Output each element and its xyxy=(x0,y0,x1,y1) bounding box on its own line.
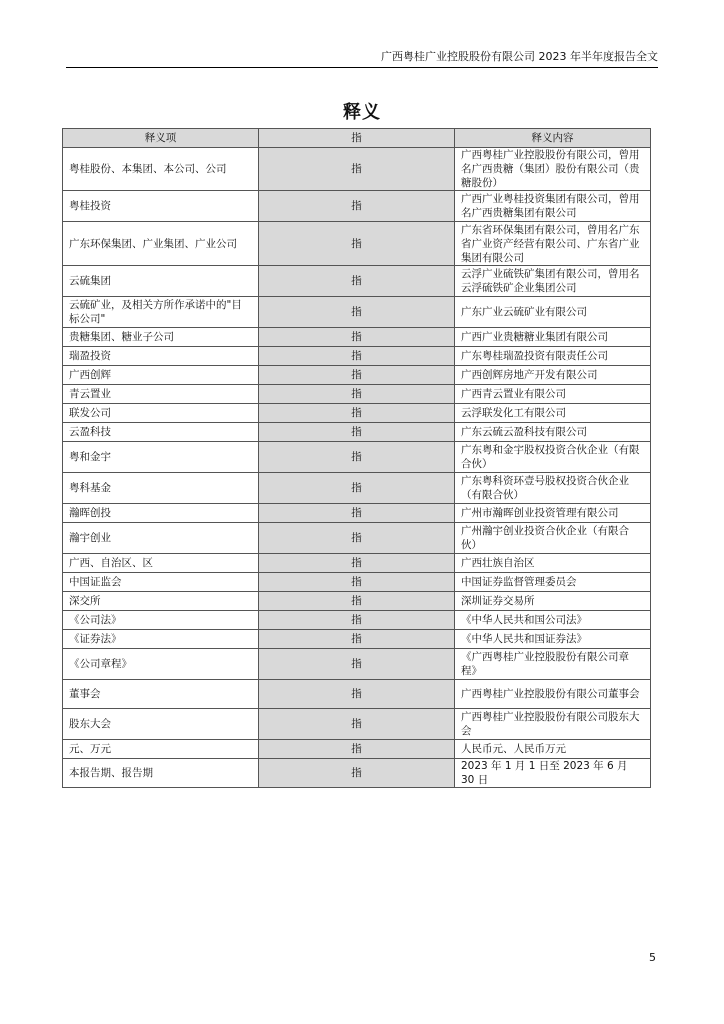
definition-meaning: 《中华人民共和国证券法》 xyxy=(455,630,651,649)
definition-ref: 指 xyxy=(259,759,455,788)
table-row xyxy=(63,473,651,504)
definition-term: 本报告期、报告期 xyxy=(63,759,259,788)
definition-meaning: 广州市瀚晖创业投资管理有限公司 xyxy=(455,504,651,523)
definition-ref: 指 xyxy=(259,649,455,680)
definition-meaning: 广东粤桂瑞盈投资有限责任公司 xyxy=(455,347,651,366)
definition-meaning: 2023 年 1 月 1 日至 2023 年 6 月 30 日 xyxy=(455,759,651,788)
definition-ref: 指 xyxy=(259,297,455,328)
definition-term: 云硫集团 xyxy=(63,266,259,297)
table-row xyxy=(63,297,651,328)
definition-meaning: 广西粤桂广业控股股份有限公司股东大会 xyxy=(455,709,651,740)
definition-ref: 指 xyxy=(259,473,455,504)
definition-ref: 指 xyxy=(259,328,455,347)
definition-term: 联发公司 xyxy=(63,404,259,423)
header-divider xyxy=(66,67,658,68)
definition-meaning: 云浮联发化工有限公司 xyxy=(455,404,651,423)
table-row xyxy=(63,385,651,404)
table-header-row xyxy=(63,129,651,148)
definition-ref: 指 xyxy=(259,573,455,592)
definition-meaning: 广西广业粤桂投资集团有限公司，曾用名广西贵糖集团有限公司 xyxy=(455,191,651,222)
definition-ref: 指 xyxy=(259,740,455,759)
definition-ref: 指 xyxy=(259,423,455,442)
table-row xyxy=(63,423,651,442)
definition-meaning: 中国证券监督管理委员会 xyxy=(455,573,651,592)
page-number: 5 xyxy=(649,951,656,964)
definition-ref: 指 xyxy=(259,148,455,191)
definition-meaning: 广西青云置业有限公司 xyxy=(455,385,651,404)
definition-ref: 指 xyxy=(259,191,455,222)
page-title: 释义 xyxy=(343,102,381,123)
table-row xyxy=(63,680,651,709)
definitions-body xyxy=(63,148,651,788)
definition-term: 瀚宇创业 xyxy=(63,523,259,554)
definition-term: 粤科基金 xyxy=(63,473,259,504)
table-row xyxy=(63,611,651,630)
table-row xyxy=(63,649,651,680)
header-meaning: 释义内容 xyxy=(455,129,651,148)
definition-ref: 指 xyxy=(259,680,455,709)
table-row xyxy=(63,759,651,788)
definition-term: 元、万元 xyxy=(63,740,259,759)
table-row xyxy=(63,328,651,347)
definition-ref: 指 xyxy=(259,404,455,423)
definition-term: 粤和金宇 xyxy=(63,442,259,473)
definition-ref: 指 xyxy=(259,385,455,404)
definition-ref: 指 xyxy=(259,222,455,266)
definition-meaning: 人民币元、人民币万元 xyxy=(455,740,651,759)
definition-meaning: 广西粤桂广业控股股份有限公司董事会 xyxy=(455,680,651,709)
definition-term: 粤桂股份、本集团、本公司、公司 xyxy=(63,148,259,191)
definition-term: 《公司法》 xyxy=(63,611,259,630)
definition-term: 云盈科技 xyxy=(63,423,259,442)
header-ref: 指 xyxy=(259,129,455,148)
definition-term: 瑞盈投资 xyxy=(63,347,259,366)
definition-ref: 指 xyxy=(259,630,455,649)
definition-term: 贵糖集团、糖业子公司 xyxy=(63,328,259,347)
definition-term: 《证券法》 xyxy=(63,630,259,649)
definition-ref: 指 xyxy=(259,347,455,366)
definition-meaning: 广西创辉房地产开发有限公司 xyxy=(455,366,651,385)
table-row xyxy=(63,592,651,611)
definition-term: 董事会 xyxy=(63,680,259,709)
table-row xyxy=(63,366,651,385)
definition-ref: 指 xyxy=(259,611,455,630)
definition-term: 中国证监会 xyxy=(63,573,259,592)
definition-term: 瀚晖创投 xyxy=(63,504,259,523)
table-row xyxy=(63,191,651,222)
definition-meaning: 《中华人民共和国公司法》 xyxy=(455,611,651,630)
definition-ref: 指 xyxy=(259,266,455,297)
definition-meaning: 广东粤和金宇股权投资合伙企业（有限合伙） xyxy=(455,442,651,473)
table-row xyxy=(63,266,651,297)
definition-term: 广西、自治区、区 xyxy=(63,554,259,573)
definition-meaning: 广东省环保集团有限公司，曾用名广东省广业资产经营有限公司、广东省广业集团有限公司 xyxy=(455,222,651,266)
definition-term: 广东环保集团、广业集团、广业公司 xyxy=(63,222,259,266)
table-row xyxy=(63,554,651,573)
header-term: 释义项 xyxy=(63,129,259,148)
definition-ref: 指 xyxy=(259,592,455,611)
table-row xyxy=(63,148,651,191)
definition-term: 广西创辉 xyxy=(63,366,259,385)
definition-meaning: 深圳证券交易所 xyxy=(455,592,651,611)
definition-term: 云硫矿业，及相关方所作承诺中的"目标公司" xyxy=(63,297,259,328)
definition-term: 《公司章程》 xyxy=(63,649,259,680)
definition-meaning: 广西粤桂广业控股股份有限公司，曾用名广西贵糖（集团）股份有限公司（贵糖股份） xyxy=(455,148,651,191)
table-row xyxy=(63,573,651,592)
definition-term: 深交所 xyxy=(63,592,259,611)
definition-ref: 指 xyxy=(259,523,455,554)
definition-ref: 指 xyxy=(259,709,455,740)
table-row xyxy=(63,709,651,740)
definition-meaning: 广西壮族自治区 xyxy=(455,554,651,573)
definition-ref: 指 xyxy=(259,504,455,523)
definition-meaning: 云浮广业硫铁矿集团有限公司，曾用名云浮硫铁矿企业集团公司 xyxy=(455,266,651,297)
table-row xyxy=(63,404,651,423)
table-row xyxy=(63,504,651,523)
definition-ref: 指 xyxy=(259,442,455,473)
table-row xyxy=(63,347,651,366)
table-row xyxy=(63,442,651,473)
table-row xyxy=(63,740,651,759)
definition-term: 股东大会 xyxy=(63,709,259,740)
definition-ref: 指 xyxy=(259,554,455,573)
definitions-table xyxy=(62,128,651,788)
table-row xyxy=(63,630,651,649)
definition-meaning: 广西广业贵糖糖业集团有限公司 xyxy=(455,328,651,347)
definition-term: 粤桂投资 xyxy=(63,191,259,222)
definition-meaning: 《广西粤桂广业控股股份有限公司章程》 xyxy=(455,649,651,680)
table-row xyxy=(63,523,651,554)
definition-meaning: 广东云硫云盈科技有限公司 xyxy=(455,423,651,442)
page-header: 广西粤桂广业控股股份有限公司 2023 年半年度报告全文 xyxy=(381,50,658,63)
definition-meaning: 广东广业云硫矿业有限公司 xyxy=(455,297,651,328)
definition-term: 青云置业 xyxy=(63,385,259,404)
definition-ref: 指 xyxy=(259,366,455,385)
definition-meaning: 广州瀚宇创业投资合伙企业（有限合伙） xyxy=(455,523,651,554)
table-row xyxy=(63,222,651,266)
definition-meaning: 广东粤科资环壹号股权投资合伙企业（有限合伙） xyxy=(455,473,651,504)
